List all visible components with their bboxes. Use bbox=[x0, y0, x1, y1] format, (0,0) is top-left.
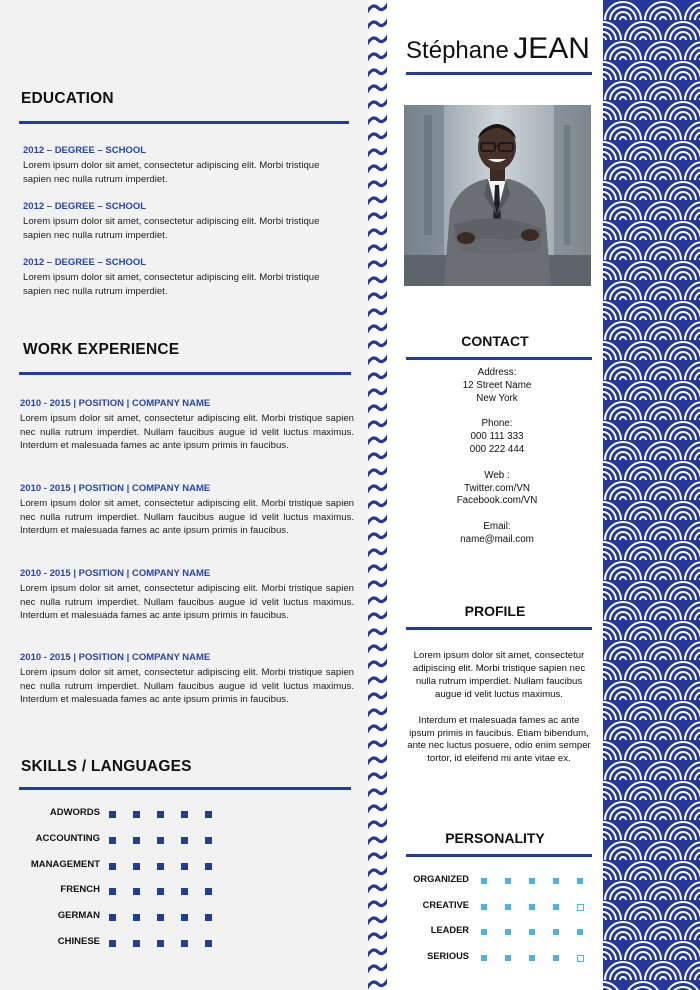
web-group bbox=[397, 470, 597, 508]
education-entry bbox=[23, 257, 323, 298]
web-link[interactable]: Twitter.com/VN bbox=[464, 482, 530, 494]
skill-level-square bbox=[157, 837, 164, 844]
address-line: New York bbox=[476, 392, 518, 404]
personality-level-dot bbox=[577, 904, 584, 911]
personality-level-dot bbox=[553, 904, 559, 910]
email-link[interactable]: name@mail.com bbox=[460, 533, 534, 545]
skill-level-square bbox=[109, 811, 116, 818]
personality-row bbox=[387, 900, 603, 914]
email-label: Email: bbox=[483, 521, 511, 533]
personality-name: LEADER bbox=[430, 925, 469, 935]
skill-level-square bbox=[205, 888, 212, 895]
personality-name: SERIOUS bbox=[427, 950, 469, 961]
skill-level-square bbox=[205, 914, 212, 921]
work-entry-text: Lorem ipsum dolor sit amet, consectetur adipiscing elit. Morbi tristique sapien nec nulla rutrum imperdiet. Nullam faucibus augue id velit luctus maximus. Interdum et malesuada fames ac ante ipsum primis in faucibus. bbox=[20, 413, 354, 452]
skill-level-square bbox=[181, 837, 188, 844]
skill-name: ADWORDS bbox=[49, 807, 100, 818]
personality-level-dot bbox=[553, 929, 559, 935]
skill-level-square bbox=[157, 914, 164, 921]
profile-paragraph: Interdum et malesuada fames ac ante ipsum primis in faucibus. Etiam bibendum, ante nec luctus posuere, odio enim semper tortor, id eleifend mi ante vitae ex. bbox=[407, 714, 591, 765]
skill-row bbox=[0, 833, 230, 847]
profile-text bbox=[405, 650, 593, 779]
skill-level-square bbox=[205, 837, 212, 844]
work-entry bbox=[20, 568, 354, 623]
work-entry-head: 2010 - 2015 | POSITION | COMPANY NAME bbox=[20, 483, 211, 494]
wave-pattern-strip bbox=[368, 0, 387, 990]
profile-rule bbox=[406, 627, 592, 630]
education-title: EDUCATION bbox=[21, 90, 114, 107]
skill-name: FRENCH bbox=[60, 884, 100, 896]
personality-level-dot bbox=[577, 929, 583, 935]
skill-level-square bbox=[205, 863, 212, 870]
skill-level-square bbox=[205, 940, 212, 947]
skill-level-square bbox=[109, 940, 116, 947]
work-entry bbox=[20, 398, 354, 453]
personality-level-dot bbox=[529, 955, 535, 961]
phone-number: 000 222 444 bbox=[469, 443, 525, 455]
work-title: WORK EXPERIENCE bbox=[23, 341, 180, 358]
skill-row bbox=[0, 910, 230, 924]
phone-group bbox=[397, 418, 597, 456]
first-name: Stéphane bbox=[406, 37, 509, 64]
address-label: Address: bbox=[477, 367, 517, 378]
education-entry-text: Lorem ipsum dolor sit amet, consectetur adipiscing elit. Morbi tristique sapien nec nulla rutrum imperdiet. bbox=[23, 160, 320, 185]
personality-level-dot bbox=[481, 904, 487, 910]
work-entry-text: Lorem ipsum dolor sit amet, consectetur adipiscing elit. Morbi tristique sapien nec nulla rutrum imperdiet. Nullam faucibus augue id velit luctus maximus. Interdum et malesuada fames ac ante ipsum primis in faucibus. bbox=[20, 498, 354, 537]
address-group bbox=[397, 367, 597, 405]
skill-name: ACCOUNTING bbox=[35, 832, 100, 844]
skill-level-square bbox=[181, 914, 188, 921]
personality-level-dot bbox=[529, 878, 535, 884]
personality-row bbox=[387, 874, 603, 888]
skill-level-square bbox=[133, 914, 140, 921]
personality-level-dot bbox=[505, 904, 511, 910]
web-label: Web : bbox=[484, 469, 510, 481]
skill-name: MANAGEMENT bbox=[30, 858, 100, 870]
skills-rule bbox=[19, 787, 351, 790]
personality-level-dot bbox=[529, 929, 535, 935]
skill-level-square bbox=[133, 940, 140, 947]
education-entry-head: 2012 – DEGREE – SCHOOL bbox=[23, 201, 147, 212]
skill-level-square bbox=[133, 811, 140, 818]
education-entry bbox=[23, 145, 323, 186]
personality-name: CREATIVE bbox=[422, 899, 469, 910]
education-rule bbox=[19, 121, 349, 124]
work-entry-head: 2010 - 2015 | POSITION | COMPANY NAME bbox=[20, 398, 211, 409]
skill-row bbox=[0, 884, 230, 898]
personality-level-dot bbox=[481, 878, 487, 884]
skill-level-square bbox=[181, 863, 188, 870]
work-entry-head: 2010 - 2015 | POSITION | COMPANY NAME bbox=[20, 568, 211, 579]
profile-title: PROFILE bbox=[464, 603, 526, 619]
skill-level-square bbox=[157, 863, 164, 870]
personality-row bbox=[387, 951, 603, 965]
personality-level-dot bbox=[577, 878, 583, 884]
education-entry-text: Lorem ipsum dolor sit amet, consectetur adipiscing elit. Morbi tristique sapien nec nulla rutrum imperdiet. bbox=[23, 216, 320, 241]
personality-level-dot bbox=[529, 904, 535, 910]
work-rule bbox=[19, 372, 351, 375]
skill-level-square bbox=[181, 940, 188, 947]
personality-level-dot bbox=[505, 955, 511, 961]
phone-label: Phone: bbox=[481, 418, 513, 430]
contact-block bbox=[397, 367, 597, 560]
skill-level-square bbox=[133, 863, 140, 870]
education-entry-head: 2012 – DEGREE – SCHOOL bbox=[23, 145, 147, 156]
skill-level-square bbox=[157, 811, 164, 818]
skill-name: CHINESE bbox=[57, 936, 100, 947]
personality-level-dot bbox=[553, 955, 559, 961]
email-group bbox=[397, 521, 597, 547]
personality-name: ORGANIZED bbox=[413, 874, 469, 884]
work-entry bbox=[20, 483, 354, 538]
phone-number: 000 111 333 bbox=[470, 431, 524, 443]
skill-level-square bbox=[181, 888, 188, 895]
skill-level-square bbox=[109, 837, 116, 844]
personality-level-dot bbox=[481, 929, 487, 935]
profile-paragraph: Lorem ipsum dolor sit amet, consectetur adipiscing elit. Morbi tristique sapien nec nulla rutrum imperdiet. Nullam faucibus augue id velit luctus maximus. bbox=[412, 650, 586, 700]
skill-level-square bbox=[205, 811, 212, 818]
middle-column bbox=[387, 0, 603, 990]
personality-level-dot bbox=[481, 955, 487, 961]
skill-level-square bbox=[157, 940, 164, 947]
work-entry-text: Lorem ipsum dolor sit amet, consectetur adipiscing elit. Morbi tristique sapien nec nulla rutrum imperdiet. Nullam faucibus augue id velit luctus maximus. Interdum et malesuada fames ac ante ipsum primis in faucibus. bbox=[20, 583, 354, 622]
personality-level-dot bbox=[505, 878, 511, 884]
contact-rule bbox=[406, 357, 592, 360]
skill-level-square bbox=[109, 863, 116, 870]
skill-level-square bbox=[109, 914, 116, 921]
skills-title: SKILLS / LANGUAGES bbox=[21, 758, 192, 775]
skill-level-square bbox=[157, 888, 164, 895]
candidate-name bbox=[393, 32, 603, 66]
web-link[interactable]: Facebook.com/VN bbox=[456, 495, 538, 507]
contact-title: CONTACT bbox=[461, 333, 529, 349]
skill-level-square bbox=[181, 811, 188, 818]
name-rule bbox=[406, 72, 592, 75]
skill-row bbox=[0, 807, 230, 821]
education-entry-text: Lorem ipsum dolor sit amet, consectetur adipiscing elit. Morbi tristique sapien nec nulla rutrum imperdiet. bbox=[23, 272, 320, 297]
work-entry bbox=[20, 652, 354, 707]
skill-level-square bbox=[109, 888, 116, 895]
personality-level-dot bbox=[505, 929, 511, 935]
education-entry bbox=[23, 201, 323, 242]
education-entry-head: 2012 – DEGREE – SCHOOL bbox=[23, 257, 147, 268]
personality-rule bbox=[406, 854, 592, 857]
work-entry-head: 2010 - 2015 | POSITION | COMPANY NAME bbox=[20, 652, 211, 663]
scale-pattern-strip bbox=[603, 0, 700, 990]
skill-name: GERMAN bbox=[57, 910, 100, 922]
personality-level-dot bbox=[577, 955, 584, 962]
skill-row bbox=[0, 859, 230, 873]
address-line: 12 Street Name bbox=[462, 379, 532, 391]
skill-level-square bbox=[133, 837, 140, 844]
skill-row bbox=[0, 936, 230, 950]
portrait-photo bbox=[404, 105, 591, 286]
personality-level-dot bbox=[553, 878, 559, 884]
personality-row bbox=[387, 925, 603, 939]
work-entry-text: Lorem ipsum dolor sit amet, consectetur adipiscing elit. Morbi tristique sapien nec nulla rutrum imperdiet. Nullam faucibus augue id velit luctus maximus. Interdum et malesuada fames ac ante ipsum primis in faucibus. bbox=[20, 667, 354, 706]
personality-title: PERSONALITY bbox=[445, 830, 545, 846]
skill-level-square bbox=[133, 888, 140, 895]
last-name: JEAN bbox=[513, 32, 590, 65]
